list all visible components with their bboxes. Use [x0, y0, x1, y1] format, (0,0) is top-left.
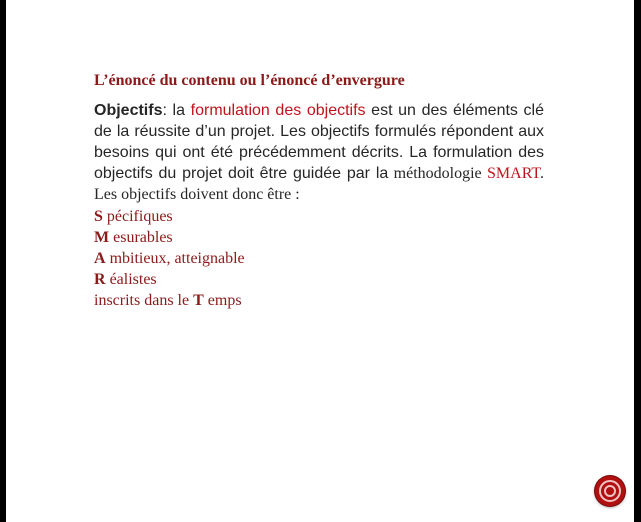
smart-list: [94, 206, 245, 311]
slide-title: L’énoncé du contenu ou l’énoncé d’envergure: [94, 72, 405, 89]
slide: [6, 0, 634, 522]
smart-rest: emps: [203, 292, 242, 309]
smart-letter: T: [193, 292, 204, 309]
circle-nav-icon: [599, 480, 621, 502]
smart-item-m: [94, 227, 245, 248]
smart-letter: R: [94, 271, 106, 288]
slide-nav-button[interactable]: [595, 476, 625, 506]
smart-rest: éalistes: [105, 271, 157, 288]
smart-letter: M: [94, 229, 110, 246]
paragraph-part3: méthodologie: [388, 165, 488, 182]
smart-letter: S: [94, 208, 103, 225]
paragraph-part4: . Les objectifs doivent donc être :: [94, 165, 545, 203]
paragraph-part1: est un des éléments clé de la réussite d’un projet. Les objectifs formulés répondent aux besoins qui ont été précédemment décrits. La: [94, 102, 545, 161]
smart-item-a: [94, 248, 245, 269]
smart-rest: esurables: [109, 229, 173, 246]
smart-prefix: inscrits dans le: [94, 292, 194, 309]
smart-item-t: [94, 290, 245, 311]
paragraph-sep: : la: [162, 102, 191, 119]
smart-rest: pécifiques: [102, 208, 173, 225]
objectives-paragraph: [94, 100, 544, 205]
smart-item-r: [94, 269, 245, 290]
smart-letter: A: [94, 250, 106, 267]
smart-rest: mbitieux, atteignable: [105, 250, 245, 267]
smart-highlight: SMART: [487, 165, 541, 182]
objectives-highlight: formulation des objectifs: [190, 102, 366, 119]
paragraph-part2: formulation des objectifs du projet doit être guidée par la: [94, 144, 545, 182]
smart-item-s: [94, 206, 245, 227]
objectives-label: Objectifs: [94, 102, 163, 119]
